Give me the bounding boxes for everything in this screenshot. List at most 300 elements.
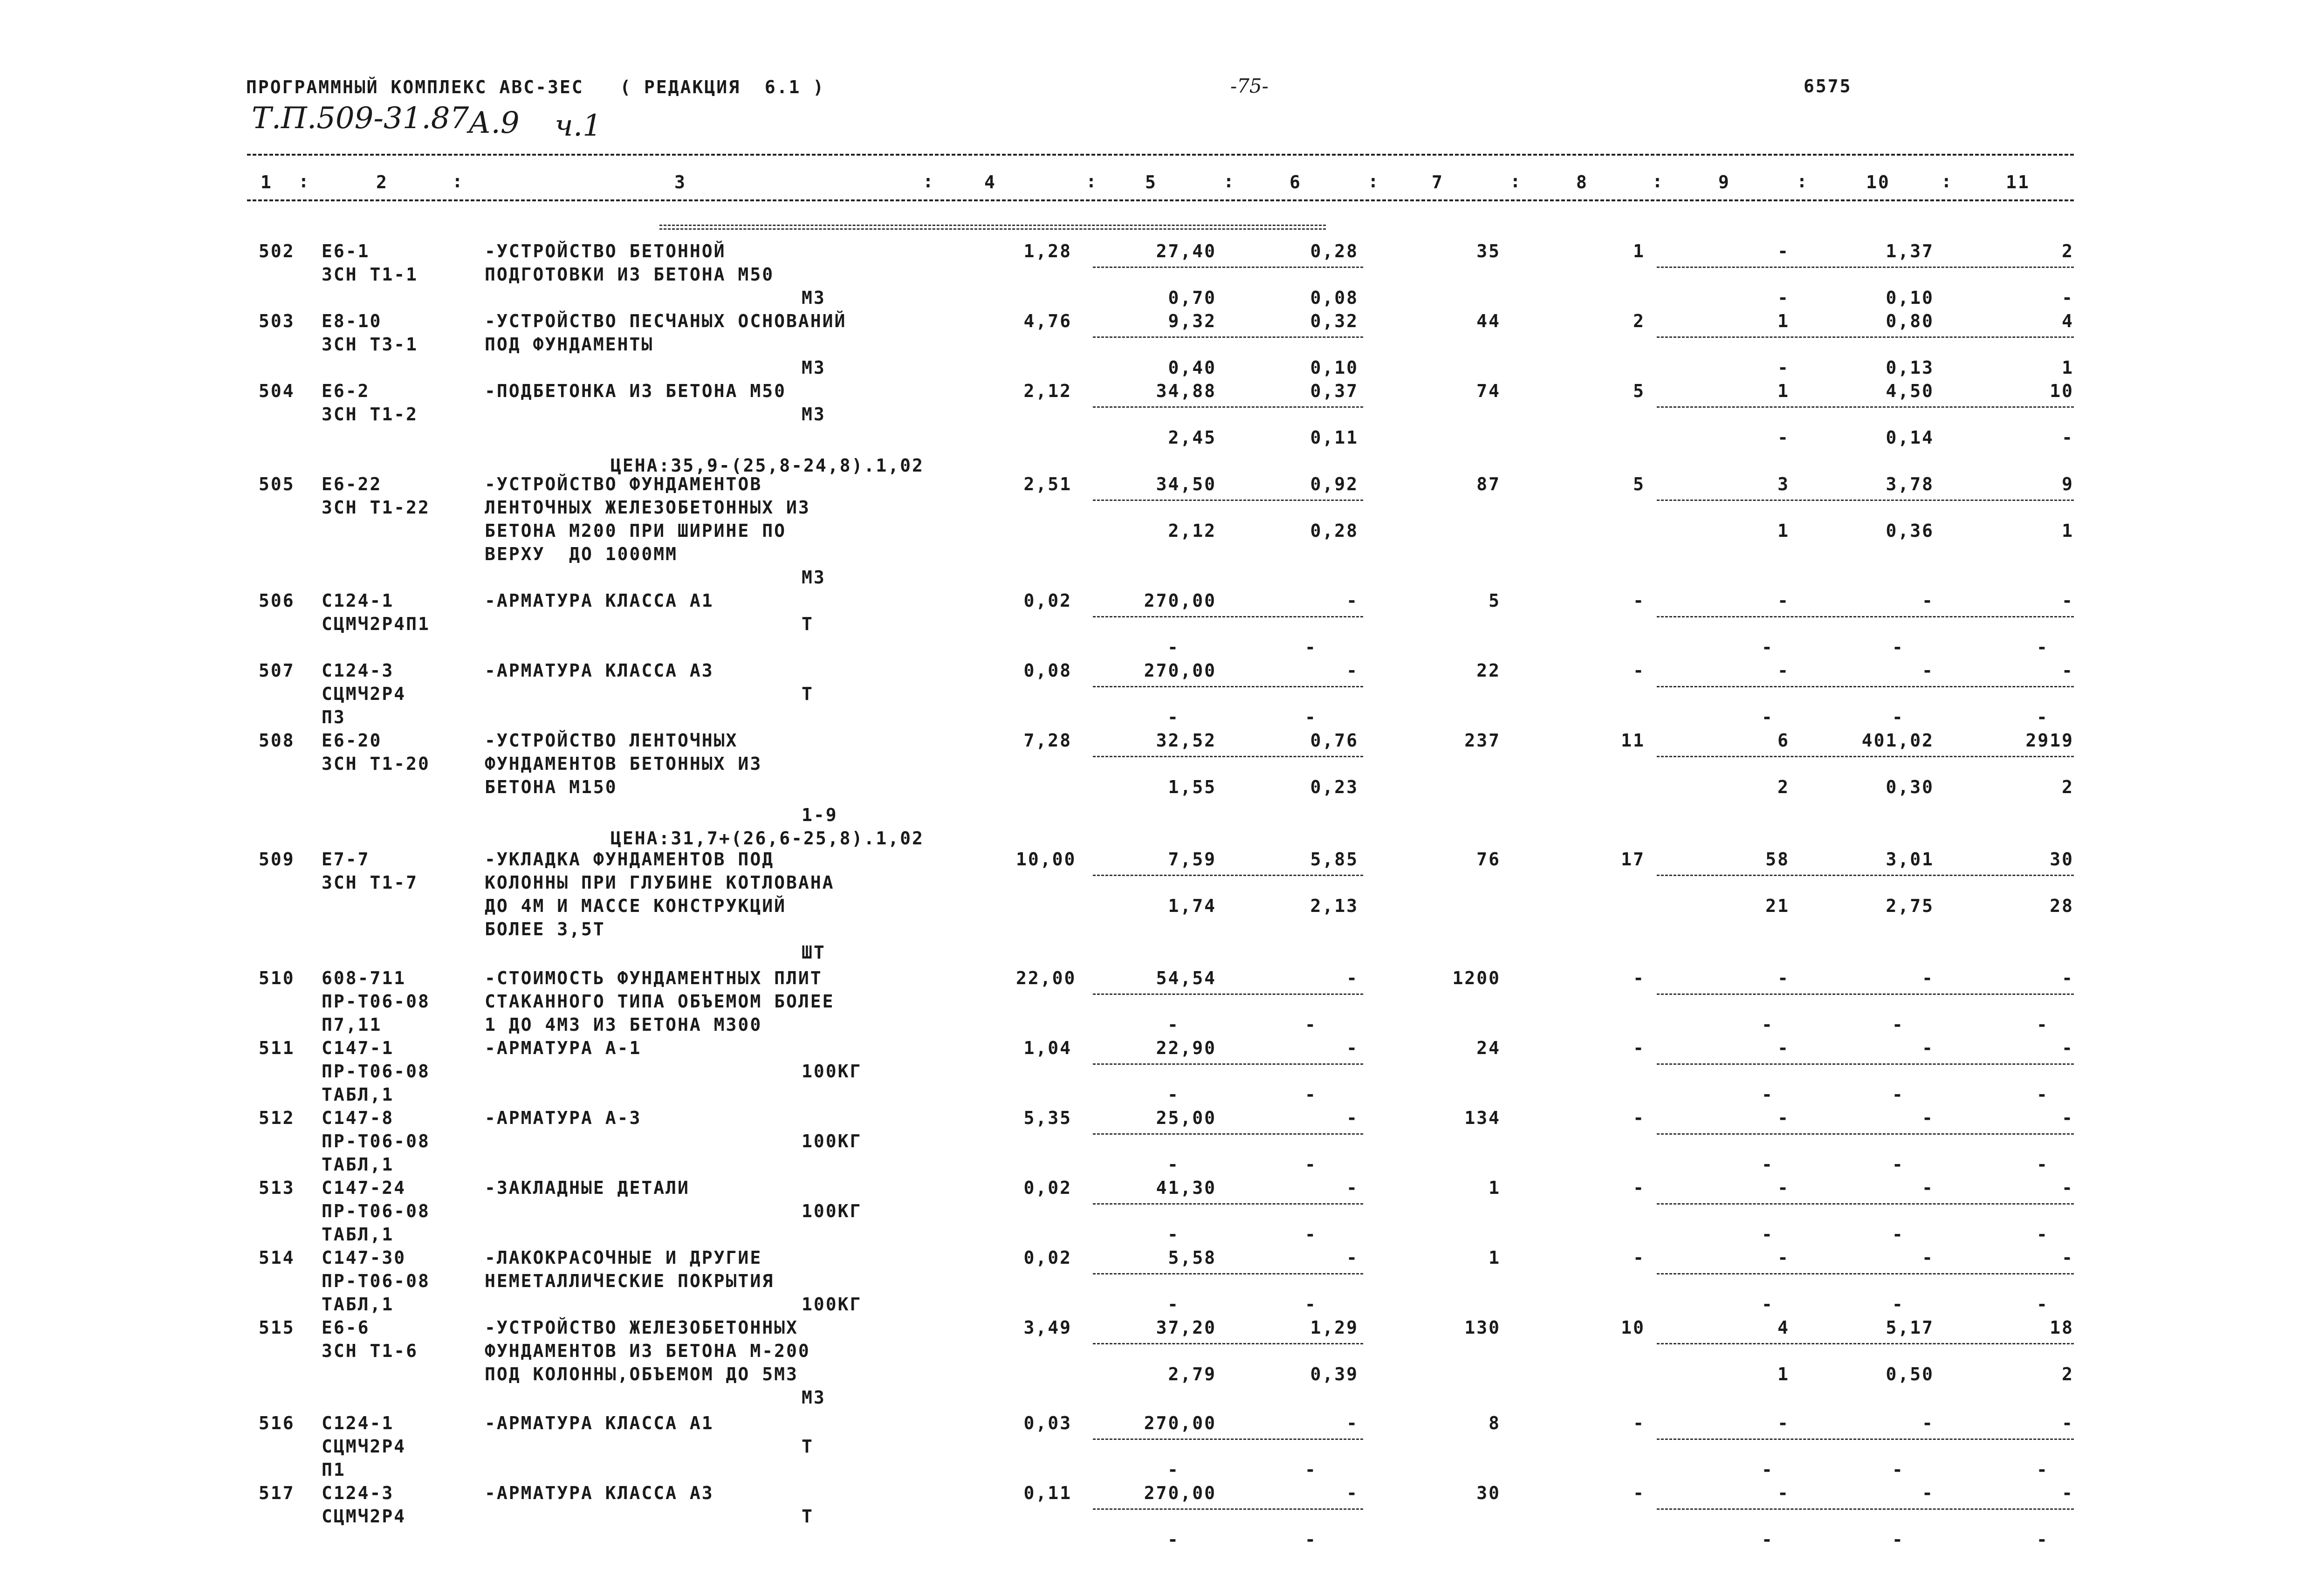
- quantity: 0,11: [1023, 1483, 1072, 1503]
- col-9-sub: -: [1777, 357, 1790, 378]
- row-number: 504: [259, 381, 295, 401]
- dash-placeholder: -: [1892, 1294, 1904, 1315]
- row-number: 515: [259, 1317, 295, 1338]
- row-number: 503: [259, 311, 295, 331]
- resource-code: ПР-Т06-08: [322, 1201, 430, 1221]
- sub-rule: [1093, 500, 1363, 501]
- work-description: -ЛАКОКРАСОЧНЫЕ И ДРУГИЕ: [485, 1247, 762, 1268]
- dash-placeholder: -: [1762, 1084, 1774, 1105]
- double-rule: [659, 225, 1326, 230]
- work-description: БЕТОНА М150: [485, 777, 617, 797]
- unit-of-measure: ШТ: [802, 942, 826, 963]
- sub-rule: [1657, 1438, 2074, 1440]
- col-11-value: 10: [2050, 381, 2074, 401]
- quantity: 22,00: [1016, 968, 1077, 988]
- col-10-value: 4,50: [1886, 381, 1934, 401]
- column-separator: :: [923, 171, 935, 192]
- column-header-7: 7: [1432, 172, 1444, 192]
- col-9-value: -: [1777, 968, 1790, 988]
- sub-rule: [1657, 616, 2074, 617]
- dash-placeholder: -: [2037, 1529, 2049, 1550]
- col-10-sub: 0,50: [1886, 1364, 1934, 1384]
- column-separator: :: [452, 171, 464, 192]
- header-top-rule: [247, 154, 2074, 156]
- quantity: 10,00: [1016, 849, 1077, 870]
- dash-placeholder: -: [1167, 1529, 1180, 1550]
- sub-rule: [1657, 993, 2074, 995]
- dash-placeholder: -: [1167, 707, 1180, 727]
- col-8-value: -: [1633, 590, 1645, 611]
- col-9-value: -: [1777, 590, 1790, 611]
- dash-placeholder: -: [1762, 1014, 1774, 1035]
- row-number: 509: [259, 849, 295, 870]
- wage-price: -: [1346, 968, 1358, 988]
- resource-code: Е8-10: [322, 311, 382, 331]
- dash-placeholder: -: [2037, 1294, 2049, 1315]
- formula-note-508: 1-9: [802, 805, 838, 825]
- quantity: 0,08: [1023, 660, 1072, 681]
- work-description: -АРМАТУРА КЛАССА А3: [485, 660, 714, 681]
- machine-wage: 0,10: [1310, 357, 1358, 378]
- col-9-value: -: [1777, 660, 1790, 681]
- col-10-value: 5,17: [1886, 1317, 1934, 1338]
- quantity: 7,28: [1023, 730, 1072, 751]
- resource-code: П7,11: [322, 1014, 382, 1035]
- dash-placeholder: -: [2037, 1154, 2049, 1175]
- unit-of-measure: М3: [802, 288, 826, 308]
- wage-price: 1,29: [1310, 1317, 1358, 1338]
- sub-rule: [1657, 406, 2074, 408]
- work-description: -СТОИМОСТЬ ФУНДАМЕНТНЫХ ПЛИТ: [485, 968, 823, 988]
- wage-price: -: [1346, 1247, 1358, 1268]
- col-9-value: -: [1777, 1483, 1790, 1503]
- work-description: КОЛОННЫ ПРИ ГЛУБИНЕ КОТЛОВАНА: [485, 872, 835, 893]
- col-11-value: -: [2062, 968, 2074, 988]
- sub-rule: [1657, 1063, 2074, 1065]
- dash-placeholder: -: [2037, 1224, 2049, 1245]
- dash-placeholder: -: [1892, 707, 1904, 727]
- col-8-value: -: [1633, 1483, 1645, 1503]
- col-8-value: -: [1633, 1108, 1645, 1128]
- resource-code: СЦМЧ2Р4П1: [322, 614, 430, 634]
- dash-placeholder: -: [1762, 637, 1774, 658]
- dash-placeholder: -: [1762, 1529, 1774, 1550]
- wage-price: -: [1346, 660, 1358, 681]
- sub-rule: [1093, 686, 1363, 687]
- col-10-value: -: [1922, 660, 1934, 681]
- col-9-value: 4: [1777, 1317, 1790, 1338]
- sub-rule: [1657, 756, 2074, 757]
- quantity: 1,28: [1023, 241, 1072, 261]
- resource-code: ПР-Т06-08: [322, 1061, 430, 1082]
- col-10-value: -: [1922, 968, 1934, 988]
- sheet-code: 6575: [1804, 76, 1852, 96]
- machine-price: 2,12: [1168, 521, 1216, 541]
- work-description: БОЛЕЕ 3,5Т: [485, 919, 605, 939]
- col-9-value: -: [1777, 1038, 1790, 1058]
- unit-price: 37,20: [1156, 1317, 1216, 1338]
- col-10-sub: 0,14: [1886, 427, 1934, 448]
- unit-price: 41,30: [1156, 1178, 1216, 1198]
- quantity: 2,51: [1023, 474, 1072, 494]
- unit-of-measure: М3: [802, 357, 826, 378]
- work-description: ПОД КОЛОННЫ,ОБЪЕМОМ ДО 5М3: [485, 1364, 798, 1384]
- unit-price: 22,90: [1156, 1038, 1216, 1058]
- resource-code: С124-3: [322, 660, 394, 681]
- unit-of-measure: М3: [802, 404, 826, 425]
- dash-placeholder: -: [1762, 1224, 1774, 1245]
- column-header-8: 8: [1576, 172, 1588, 192]
- unit-price: 34,50: [1156, 474, 1216, 494]
- sub-rule: [1093, 336, 1363, 338]
- col-8-value: 10: [1621, 1317, 1645, 1338]
- unit-price: 270,00: [1144, 1413, 1216, 1433]
- column-header-5: 5: [1145, 172, 1157, 192]
- machine-price: 0,70: [1168, 288, 1216, 308]
- dash-placeholder: -: [2037, 1459, 2049, 1480]
- machine-price: 2,79: [1168, 1364, 1216, 1384]
- column-separator: :: [1223, 171, 1235, 192]
- resource-code: С124-3: [322, 1483, 394, 1503]
- col-10-value: -: [1922, 1483, 1934, 1503]
- resource-code: ЗСН Т1-22: [322, 497, 430, 518]
- dash-placeholder: -: [1892, 637, 1904, 658]
- quantity: 5,35: [1023, 1108, 1072, 1128]
- work-description: -АРМАТУРА КЛАССА А1: [485, 590, 714, 611]
- unit-of-measure: М3: [802, 567, 826, 588]
- sub-rule: [1657, 1508, 2074, 1510]
- col-8-value: 17: [1621, 849, 1645, 870]
- quantity: 0,02: [1023, 1247, 1072, 1268]
- work-description: ЛЕНТОЧНЫХ ЖЕЛЕЗОБЕТОННЫХ ИЗ: [485, 497, 810, 518]
- dash-placeholder: -: [1305, 1224, 1317, 1245]
- wage-price: 0,32: [1310, 311, 1358, 331]
- dash-placeholder: -: [1892, 1459, 1904, 1480]
- unit-of-measure: 100КГ: [802, 1061, 862, 1082]
- row-number: 513: [259, 1178, 295, 1198]
- col-11-value: -: [2062, 1413, 2074, 1433]
- resource-code: ЗСН Т1-6: [322, 1341, 418, 1361]
- col-10-value: -: [1922, 1178, 1934, 1198]
- work-description: -АРМАТУРА КЛАССА А1: [485, 1413, 714, 1433]
- dash-placeholder: -: [1892, 1529, 1904, 1550]
- column-separator: :: [1797, 171, 1809, 192]
- row-number: 508: [259, 730, 295, 751]
- quantity: 4,76: [1023, 311, 1072, 331]
- column-separator: :: [1652, 171, 1664, 192]
- unit-price: 270,00: [1144, 1483, 1216, 1503]
- col-8-value: -: [1633, 968, 1645, 988]
- resource-code: С124-1: [322, 1413, 394, 1433]
- quantity: 0,02: [1023, 590, 1072, 611]
- col-11-value: -: [2062, 1178, 2074, 1198]
- program-header: ПРОГРАММНЫЙ КОМПЛЕКС АВС-3ЕС ( РЕДАКЦИЯ 6.1 ): [246, 77, 825, 97]
- wage-price: -: [1346, 1178, 1358, 1198]
- total-cost: 1: [1489, 1247, 1501, 1268]
- unit-price: 9,32: [1168, 311, 1216, 331]
- sub-rule: [1093, 1438, 1363, 1440]
- col-8-value: 2: [1633, 311, 1645, 331]
- resource-code: 608-711: [322, 968, 406, 988]
- total-cost: 5: [1489, 590, 1501, 611]
- col-10-value: -: [1922, 590, 1934, 611]
- sub-rule: [1093, 993, 1363, 995]
- resource-code: ЗСН Т1-2: [322, 404, 418, 425]
- dash-placeholder: -: [1305, 1084, 1317, 1105]
- row-number: 502: [259, 241, 295, 261]
- col-8-value: -: [1633, 1247, 1645, 1268]
- sub-rule: [1093, 1343, 1363, 1344]
- handwritten-album: А.9: [468, 106, 520, 140]
- col-11-sub: 2: [2062, 777, 2074, 797]
- row-number: 510: [259, 968, 295, 988]
- col-11-value: -: [2062, 660, 2074, 681]
- col-10-sub: 0,36: [1886, 521, 1934, 541]
- dash-placeholder: -: [1892, 1154, 1904, 1175]
- dash-placeholder: -: [1762, 1154, 1774, 1175]
- col-9-sub: 2: [1777, 777, 1790, 797]
- machine-price: 0,40: [1168, 357, 1216, 378]
- sub-rule: [1093, 616, 1363, 617]
- resource-code: ЗСН Т1-1: [322, 264, 418, 285]
- total-cost: 35: [1476, 241, 1501, 261]
- col-11-value: 9: [2062, 474, 2074, 494]
- total-cost: 237: [1464, 730, 1501, 751]
- sub-rule: [1093, 1273, 1363, 1274]
- col-9-value: 58: [1765, 849, 1790, 870]
- resource-code: ТАБЛ,1: [322, 1084, 394, 1105]
- row-number: 511: [259, 1038, 295, 1058]
- col-9-sub: 21: [1765, 896, 1790, 916]
- work-description: ДО 4М И МАССЕ КОНСТРУКЦИЙ: [485, 896, 786, 916]
- dash-placeholder: -: [1305, 707, 1317, 727]
- quantity: 1,04: [1023, 1038, 1072, 1058]
- dash-placeholder: -: [1167, 1154, 1180, 1175]
- page-number: -75-: [1230, 75, 1269, 97]
- quantity: 3,49: [1023, 1317, 1072, 1338]
- col-9-sub: -: [1777, 427, 1790, 448]
- unit-price: 54,54: [1156, 968, 1216, 988]
- sub-rule: [1093, 875, 1363, 876]
- unit-price: 25,00: [1156, 1108, 1216, 1128]
- col-11-value: -: [2062, 1483, 2074, 1503]
- dash-placeholder: -: [1305, 1154, 1317, 1175]
- row-number: 512: [259, 1108, 295, 1128]
- col-11-value: 4: [2062, 311, 2074, 331]
- col-9-value: -: [1777, 1108, 1790, 1128]
- resource-code: С147-8: [322, 1108, 394, 1128]
- work-description: -АРМАТУРА А-1: [485, 1038, 642, 1058]
- work-description: -ЗАКЛАДНЫЕ ДЕТАЛИ: [485, 1178, 690, 1198]
- dash-placeholder: -: [2037, 1084, 2049, 1105]
- col-10-value: -: [1922, 1413, 1934, 1433]
- work-description: ПОДГОТОВКИ ИЗ БЕТОНА М50: [485, 264, 775, 285]
- total-cost: 22: [1476, 660, 1501, 681]
- col-10-sub: 0,13: [1886, 357, 1934, 378]
- resource-code: С147-24: [322, 1178, 406, 1198]
- total-cost: 134: [1464, 1108, 1501, 1128]
- col-11-value: 30: [2050, 849, 2074, 870]
- col-8-value: 1: [1633, 241, 1645, 261]
- quantity: 0,03: [1023, 1413, 1072, 1433]
- machine-wage: 2,13: [1310, 896, 1358, 916]
- col-8-value: 5: [1633, 381, 1645, 401]
- col-11-sub: -: [2062, 288, 2074, 308]
- col-9-value: 6: [1777, 730, 1790, 751]
- wage-price: -: [1346, 1038, 1358, 1058]
- wage-price: 0,28: [1310, 241, 1358, 261]
- sub-rule: [1093, 1203, 1363, 1205]
- resource-code: С124-1: [322, 590, 394, 611]
- resource-code: Е6-20: [322, 730, 382, 751]
- machine-price: 1,55: [1168, 777, 1216, 797]
- dash-placeholder: -: [1762, 1459, 1774, 1480]
- col-9-value: -: [1777, 1413, 1790, 1433]
- column-separator: :: [1368, 171, 1380, 192]
- sub-rule: [1093, 1508, 1363, 1510]
- column-header-3: 3: [674, 172, 686, 192]
- wage-price: -: [1346, 590, 1358, 611]
- sub-rule: [1093, 406, 1363, 408]
- col-9-value: 1: [1777, 381, 1790, 401]
- col-9-sub: 1: [1777, 1364, 1790, 1384]
- sub-rule: [1657, 1273, 2074, 1274]
- col-11-value: -: [2062, 1247, 2074, 1268]
- col-8-value: 5: [1633, 474, 1645, 494]
- column-header-9: 9: [1718, 172, 1730, 192]
- column-separator: :: [298, 171, 310, 192]
- resource-code: Е6-6: [322, 1317, 370, 1338]
- unit-price: 32,52: [1156, 730, 1216, 751]
- dash-placeholder: -: [1305, 1459, 1317, 1480]
- column-header-10: 10: [1866, 172, 1890, 192]
- col-10-value: 3,78: [1886, 474, 1934, 494]
- unit-of-measure: Т: [802, 1506, 814, 1527]
- col-11-value: -: [2062, 1038, 2074, 1058]
- resource-code: П1: [322, 1459, 346, 1480]
- row-number: 507: [259, 660, 295, 681]
- col-9-value: -: [1777, 1178, 1790, 1198]
- wage-price: -: [1346, 1413, 1358, 1433]
- work-description: ФУНДАМЕНТОВ БЕТОННЫХ ИЗ: [485, 753, 762, 774]
- row-number: 514: [259, 1247, 295, 1268]
- col-11-sub: 2: [2062, 1364, 2074, 1384]
- col-11-sub: 1: [2062, 357, 2074, 378]
- col-8-value: -: [1633, 1038, 1645, 1058]
- work-description: ВЕРХУ ДО 1000ММ: [485, 544, 678, 564]
- sub-rule: [1657, 875, 2074, 876]
- row-number: 516: [259, 1413, 295, 1433]
- resource-code: ЗСН Т1-7: [322, 872, 418, 893]
- dash-placeholder: -: [1167, 1294, 1180, 1315]
- machine-wage: 0,28: [1310, 521, 1358, 541]
- machine-price: 2,45: [1168, 427, 1216, 448]
- col-11-value: 18: [2050, 1317, 2074, 1338]
- work-description: -ПОДБЕТОНКА ИЗ БЕТОНА М50: [485, 381, 786, 401]
- sub-rule: [1093, 756, 1363, 757]
- dash-placeholder: -: [1305, 637, 1317, 658]
- work-description: ФУНДАМЕНТОВ ИЗ БЕТОНА М-200: [485, 1341, 810, 1361]
- col-10-value: 3,01: [1886, 849, 1934, 870]
- resource-code: ЗСН Т1-20: [322, 753, 430, 774]
- resource-code: ТАБЛ,1: [322, 1154, 394, 1175]
- dash-placeholder: -: [1167, 1224, 1180, 1245]
- resource-code: ПР-Т06-08: [322, 1131, 430, 1151]
- col-11-value: 2: [2062, 241, 2074, 261]
- col-11-value: 2919: [2025, 730, 2074, 751]
- unit-of-measure: Т: [802, 614, 814, 634]
- dash-placeholder: -: [1892, 1084, 1904, 1105]
- column-header-2: 2: [376, 172, 388, 192]
- handwritten-project-code: Т.П.509-31.87: [252, 101, 469, 136]
- wage-price: 0,37: [1310, 381, 1358, 401]
- col-10-value: -: [1922, 1038, 1934, 1058]
- resource-code: СЦМЧ2Р4: [322, 1436, 406, 1457]
- col-10-sub: 2,75: [1886, 896, 1934, 916]
- column-header-11: 11: [2006, 172, 2030, 192]
- col-11-sub: 1: [2062, 521, 2074, 541]
- work-description: -УСТРОЙСТВО БЕТОННОЙ: [485, 241, 726, 261]
- sub-rule: [1093, 267, 1363, 268]
- dash-placeholder: -: [2037, 1014, 2049, 1035]
- work-description: -УСТРОЙСТВО ЖЕЛЕЗОБЕТОННЫХ: [485, 1317, 798, 1338]
- col-10-sub: 0,10: [1886, 288, 1934, 308]
- sub-rule: [1657, 500, 2074, 501]
- col-8-value: 11: [1621, 730, 1645, 751]
- sub-rule: [1657, 1343, 2074, 1344]
- sub-rule: [1657, 336, 2074, 338]
- column-separator: :: [1086, 171, 1098, 192]
- col-10-value: -: [1922, 1108, 1934, 1128]
- sub-rule: [1093, 1133, 1363, 1135]
- quantity: 0,02: [1023, 1178, 1072, 1198]
- total-cost: 44: [1476, 311, 1501, 331]
- dash-placeholder: -: [1167, 1014, 1180, 1035]
- row-number: 506: [259, 590, 295, 611]
- col-9-value: 1: [1777, 311, 1790, 331]
- col-8-value: -: [1633, 660, 1645, 681]
- total-cost: 24: [1476, 1038, 1501, 1058]
- resource-code: С147-30: [322, 1247, 406, 1268]
- total-cost: 1200: [1452, 968, 1501, 988]
- col-9-value: -: [1777, 1247, 1790, 1268]
- price-formula-508: ЦЕНА:31,7+(26,6-25,8).1,02: [611, 828, 924, 849]
- unit-price: 270,00: [1144, 590, 1216, 611]
- col-9-sub: -: [1777, 288, 1790, 308]
- resource-code: ПР-Т06-08: [322, 991, 430, 1012]
- resource-code: СЦМЧ2Р4: [322, 1506, 406, 1527]
- resource-code: Е6-2: [322, 381, 370, 401]
- col-10-value: -: [1922, 1247, 1934, 1268]
- total-cost: 87: [1476, 474, 1501, 494]
- resource-code: Е6-1: [322, 241, 370, 261]
- resource-code: Е6-22: [322, 474, 382, 494]
- row-number: 505: [259, 474, 295, 494]
- resource-code: Е7-7: [322, 849, 370, 870]
- work-description: 1 ДО 4М3 ИЗ БЕТОНА М300: [485, 1014, 762, 1035]
- sub-rule: [1093, 1063, 1363, 1065]
- unit-of-measure: М3: [802, 1387, 826, 1408]
- dash-placeholder: -: [1305, 1529, 1317, 1550]
- dash-placeholder: -: [1167, 1459, 1180, 1480]
- col-10-value: 401,02: [1861, 730, 1934, 751]
- work-description: ПОД ФУНДАМЕНТЫ: [485, 334, 654, 355]
- handwritten-part: ч.1: [555, 109, 602, 143]
- sub-rule: [1657, 267, 2074, 268]
- quantity: 2,12: [1023, 381, 1072, 401]
- resource-code: ПР-Т06-08: [322, 1271, 430, 1291]
- resource-code: ЗСН Т3-1: [322, 334, 418, 355]
